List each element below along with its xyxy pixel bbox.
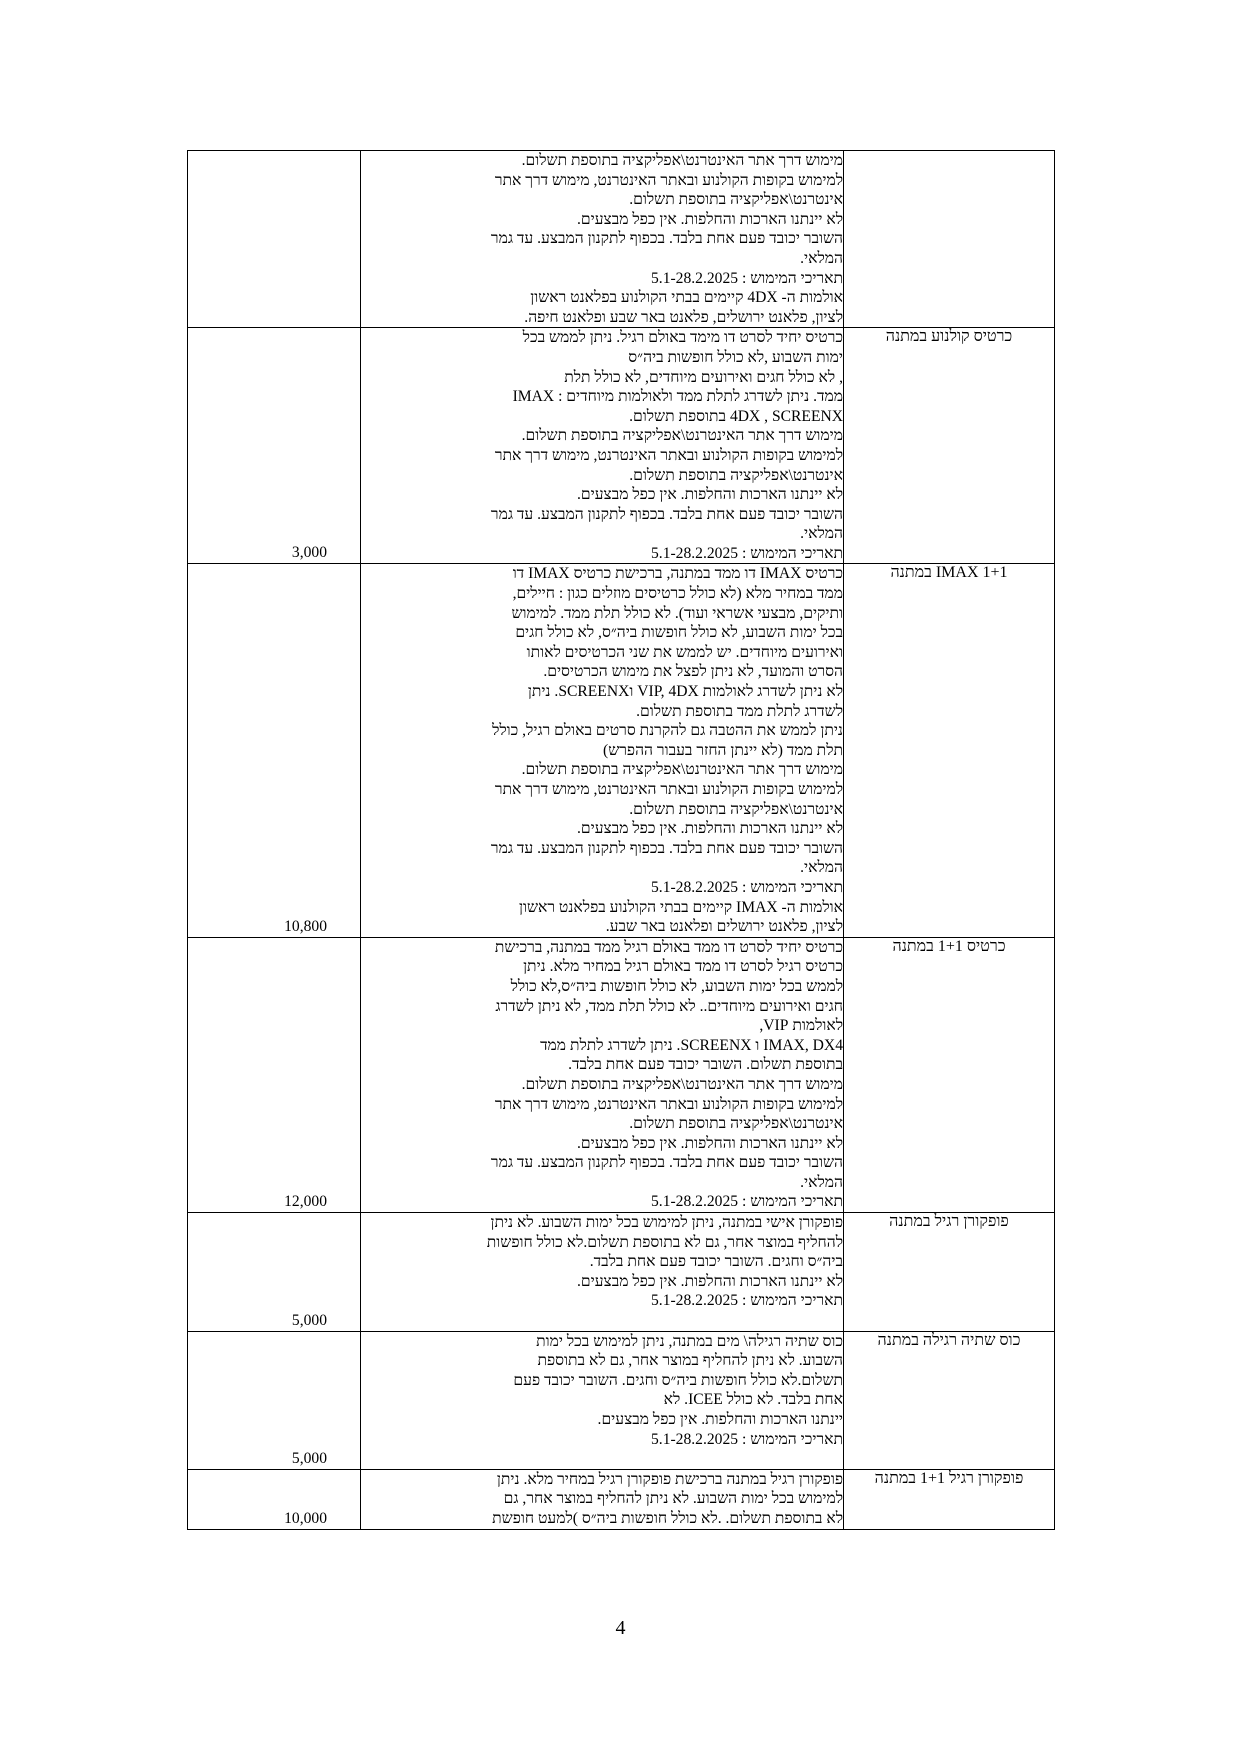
description-line: כרטיס יחיד לסרט דו מימד באולם רגיל. ניתן לממש בכל (522, 329, 843, 347)
description-line: כוס שתיה רגילה\ מים במתנה, ניתן למימוש בכל ימות (536, 1332, 843, 1350)
item-name: כרטיס קולנוע במתנה (885, 328, 1013, 346)
description-line: השובר יכובד פעם אחת בלבד. בכפוף לתקנון המבצע. עד גמר (490, 1154, 843, 1172)
description-line: תאריכי המימוש : 5.1-28.2.2025 (651, 1430, 843, 1448)
description-line: להחליף במוצר אחר, גם לא בתוספת תשלום.לא כולל חופשות (486, 1233, 843, 1251)
description-line: למימוש בכל ימות השבוע. לא ניתן להחליף במוצר אחר, גם (503, 1490, 843, 1508)
description-line: לא יינתנו הארכות והחלפות. אין כפל מבצעים. (577, 210, 843, 228)
quantity-value: 10,800 (284, 917, 327, 935)
description-line: לציון, פלאנט ירושלים ופלאנט באר שבע. (605, 918, 843, 936)
description-cell (361, 1331, 844, 1469)
description-line: הסרט והמועד, לא ניתן לפצל את מימוש הכרטיסים. (543, 663, 843, 681)
description-line: תאריכי המימוש : 5.1-28.2.2025 (651, 878, 843, 896)
description-line: ואירועים מיוחדים. יש לממש את שני הכרטיסים לאותו (526, 643, 843, 661)
description-line: כרטיס יחיד לסרט דו ממד באולם רגיל ממד במתנה, ברכישת (494, 938, 843, 956)
description-line: יינתנו הארכות והחלפות. אין כפל מבצעים. (597, 1411, 843, 1428)
description-line: מימוש דרך אתר האינטרנט\אפליקציה בתוספת תשלום. (521, 1075, 843, 1093)
table-row (188, 564, 1055, 937)
description-line: השובר יכובד פעם אחת בלבד. בכפוף לתקנון המבצע. עד גמר (490, 230, 843, 248)
description-line: תאריכי המימוש : 5.1-28.2.2025 (651, 1193, 843, 1211)
description-line: תשלום.לא כולל חופשות ביה״ס וחגים. השובר יכובד פעם (513, 1371, 843, 1389)
table-row (188, 1331, 1055, 1469)
description-line: מימוש דרך אתר האינטרנט\אפליקציה בתוספת תשלום. (521, 761, 843, 779)
description-line: בתוספת תשלום. השובר יכובד פעם אחת בלבד. (568, 1056, 843, 1074)
description-cell (361, 1469, 844, 1529)
description-line: לא יינתנו הארכות והחלפות. אין כפל מבצעים. (577, 1272, 843, 1290)
description-line: ביה״ס וחגים. השובר יכובד פעם אחת בלבד. (589, 1253, 843, 1271)
description-line: תאריכי המימוש : 5.1-28.2.2025 (651, 269, 843, 287)
quantity-cell (188, 1331, 361, 1469)
item-name-cell (844, 328, 1055, 564)
description-line: המלאי. (800, 525, 843, 543)
page-number: 4 (615, 1617, 626, 1639)
item-name-cell (844, 564, 1055, 937)
description-line: תאריכי המימוש : 5.1-28.2.2025 (651, 1292, 843, 1310)
table-row (188, 937, 1055, 1212)
item-name: כוס שתיה רגילה במתנה (877, 1331, 1021, 1349)
description-line: כרטיס IMAX דו ממד במתנה, ברכישת כרטיס IMAX דו (512, 565, 843, 583)
description-line: לשדרג לתלת ממד בתוספת תשלום. (636, 702, 843, 720)
description-line: למימוש בקופות הקולנוע ובאתר האינטרנט, מימוש דרך אתר (494, 446, 843, 464)
quantity-value: 5,000 (291, 1311, 327, 1329)
description-cell (361, 328, 844, 564)
description-line: תאריכי המימוש : 5.1-28.2.2025 (651, 544, 843, 562)
description-line (361, 1449, 843, 1469)
quantity-cell (188, 564, 361, 937)
quantity-cell (188, 328, 361, 564)
quantity-value: 5,000 (291, 1449, 327, 1467)
quantity-value: 12,000 (284, 1193, 327, 1211)
item-name-cell (844, 1213, 1055, 1332)
item-name: פופקורן רגיל 1+1 במתנה (874, 1469, 1024, 1487)
item-name-cell (844, 937, 1055, 1212)
table-row (188, 1213, 1055, 1332)
description-line: לא ניתן לשדרג לאולמות VIP, 4DX וSCREENX. ניתן (527, 683, 843, 701)
quantity-cell (188, 1469, 361, 1529)
description-line (361, 1311, 843, 1331)
table-row (188, 151, 1055, 328)
description-line: מימוש דרך אתר האינטרנט\אפליקציה בתוספת תשלום. (521, 427, 843, 445)
description-line: ותיקים, מבצעי אשראי ועוד). לא כולל תלת ממד. למימוש (511, 604, 843, 622)
quantity-value: 3,000 (291, 544, 327, 562)
vouchers-table-body (188, 151, 1055, 1530)
quantity-value: 10,000 (284, 1509, 327, 1527)
description-line: המלאי. (800, 1173, 843, 1191)
quantity-cell (188, 151, 361, 328)
item-name: IMAX 1+1 במתנה (890, 564, 1008, 582)
quantity-cell (188, 937, 361, 1212)
description-line: פופקורן אישי במתנה, ניתן למימוש בכל ימות השבוע. לא ניתן (490, 1214, 843, 1232)
description-line: חגים ואירועים מיוחדים.. לא כולל תלת ממד, לא ניתן לשדרג (495, 997, 843, 1015)
description-cell (361, 1213, 844, 1332)
description-line: ניתן לממש את ההטבה גם להקרנת סרטים באולם רגיל, כולל (492, 722, 843, 740)
description-line: למימוש בקופות הקולנוע ובאתר האינטרנט, מימוש דרך אתר (494, 1095, 843, 1113)
description-line: המלאי. (800, 249, 843, 267)
description-line: לציון, פלאנט ירושלים, פלאנט באר שבע ופלאנט חיפה. (524, 308, 843, 326)
description-cell (361, 564, 844, 937)
item-name-cell (844, 1469, 1055, 1529)
description-line: לא יינתנו הארכות והחלפות. אין כפל מבצעים. (577, 486, 843, 504)
description-line: ממד. ניתן לשדרג לתלת ממד ולאולמות מיוחדים : IMAX (512, 388, 843, 406)
description-line: כרטיס רגיל לסרט דו ממד באולם רגיל במחיר מלא. ניתן (523, 958, 843, 976)
description-line: אולמות ה- 4DX קיימים בבתי הקולנוע בפלאנט ראשון (530, 289, 843, 307)
description-line: לאולמות VIP, (759, 1017, 843, 1035)
description-line: ימות השבוע ,לא כולל חופשות ביה״ס (628, 348, 843, 366)
description-line: בכל ימות השבוע, לא כולל חופשות ביה״ס, לא כולל חגים (515, 624, 843, 642)
description-line: אחת בלבד. לא כולל ICEE. לא (663, 1391, 843, 1409)
description-line: למימוש בקופות הקולנוע ובאתר האינטרנט, מימוש דרך אתר (494, 781, 843, 798)
description-line: לא יינתנו הארכות והחלפות. אין כפל מבצעים. (577, 820, 843, 838)
description-line: אינטרנט\אפליקציה בתוספת תשלום. (629, 1115, 843, 1133)
description-line: תלת ממד (לא יינתן החזר בעבור ההפרש) (603, 741, 843, 759)
description-line: אולמות ה- IMAX קיימים בבתי הקולנוע בפלאנט ראשון (519, 898, 843, 916)
item-name-cell (844, 151, 1055, 328)
description-line: אינטרנט\אפליקציה בתוספת תשלום. (629, 800, 843, 818)
description-line: ממד במחיר מלא (לא כולל כרטיסים מוזלים כגון : חיילים, (512, 585, 843, 603)
description-line: השובר יכובד פעם אחת בלבד. בכפוף לתקנון המבצע. עד גמר (490, 505, 843, 523)
description-line: , לא כולל חגים ואירועים מיוחדים, לא כולל תלת (564, 368, 843, 386)
description-line: פופקורן רגיל במתנה ברכישת פופקורן רגיל במחיר מלא. ניתן (496, 1470, 843, 1488)
description-line: השובר יכובד פעם אחת בלבד. בכפוף לתקנון המבצע. עד גמר (490, 839, 843, 857)
description-cell (361, 151, 844, 328)
description-line: 4DX , SCREENX בתוספת תשלום. (629, 407, 843, 425)
description-line: מימוש דרך אתר האינטרנט\אפליקציה בתוספת תשלום. (521, 152, 843, 169)
description-cell (361, 937, 844, 1212)
item-name: כרטיס 1+1 במתנה (892, 937, 1006, 955)
description-line: אינטרנט\אפליקציה בתוספת תשלום. (629, 191, 843, 209)
table-row (188, 1469, 1055, 1529)
quantity-cell (188, 1213, 361, 1332)
description-line: אינטרנט\אפליקציה בתוספת תשלום. (629, 466, 843, 484)
description-line: לא בתוספת תשלום. .לא כולל חופשות ביה״ס )למעט חופשת (492, 1509, 843, 1527)
description-line: לממש בכל ימות השבוע, לא כולל חופשות ביה״ס,לא כולל (510, 977, 843, 995)
item-name-cell (844, 1331, 1055, 1469)
vouchers-table (187, 150, 1055, 1530)
description-line: המלאי. (800, 859, 843, 877)
description-line: למימוש בקופות הקולנוע ובאתר האינטרנט, מימוש דרך אתר (494, 171, 843, 189)
table-row (188, 328, 1055, 564)
item-name: פופקורן רגיל במתנה (889, 1213, 1009, 1231)
description-line: לא יינתנו הארכות והחלפות. אין כפל מבצעים. (577, 1134, 843, 1152)
description-line: השבוע. לא ניתן להחליף במוצר אחר, גם לא בתוספת (537, 1352, 843, 1370)
description-line: IMAX, DX4 ו SCREENX. ניתן לשדרג לתלת ממד (540, 1036, 843, 1054)
